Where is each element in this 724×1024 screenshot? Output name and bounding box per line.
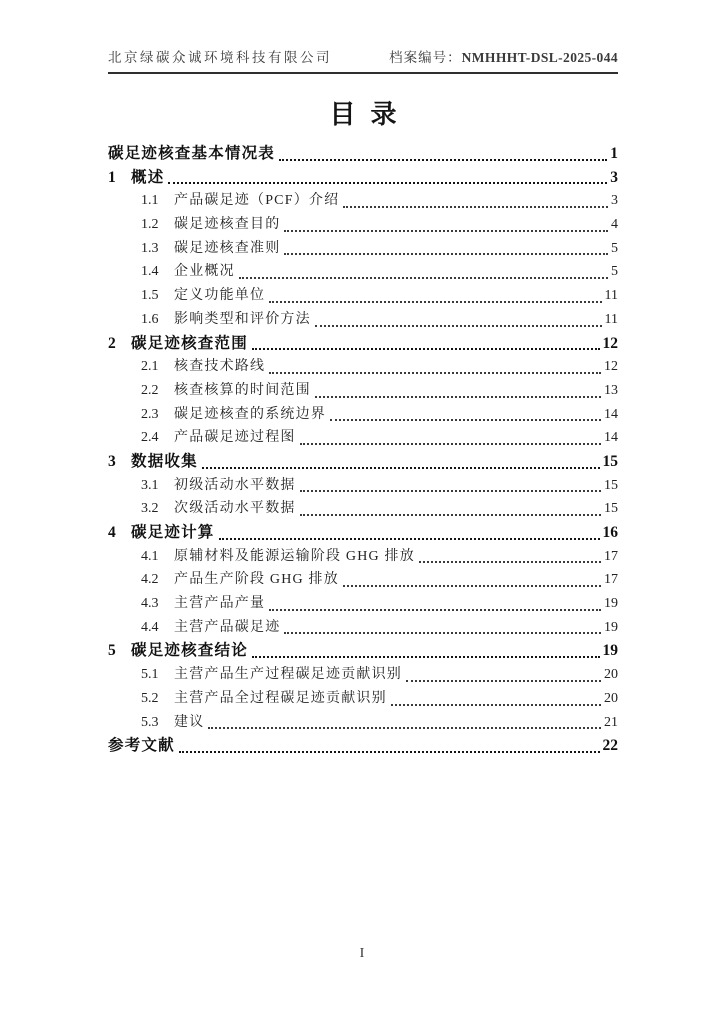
toc-entry — [108, 403, 618, 427]
toc-entry-label: 原辅材料及能源运输阶段 GHG 排放 — [174, 548, 415, 564]
toc-leader-dots — [239, 277, 608, 279]
toc-entry — [108, 142, 618, 166]
toc-entry-number: 2.1 — [141, 359, 159, 375]
toc-entry — [108, 545, 618, 569]
toc-entry — [108, 237, 618, 261]
toc-entry-label: 次级活动水平数据 — [174, 501, 296, 517]
archive-number-value: NMHHHT-DSL-2025-044 — [461, 50, 618, 65]
toc-entry — [108, 592, 618, 616]
toc-entry — [108, 639, 618, 663]
toc-leader-dots — [202, 467, 600, 469]
toc-entry-number: 3.2 — [141, 501, 159, 517]
toc-leader-dots — [168, 182, 607, 184]
toc-entry-label: 产品碳足迹（PCF）介绍 — [174, 193, 340, 209]
toc-entry-label: 主营产品全过程碳足迹贡献识别 — [174, 690, 387, 706]
toc-entry-label: 企业概况 — [174, 264, 235, 280]
toc-leader-dots — [330, 419, 601, 421]
toc-entry — [108, 284, 618, 308]
toc-entry-number: 5.3 — [141, 714, 159, 730]
toc-entry-page: 12 — [604, 359, 618, 375]
toc-entry-label: 核查核算的时间范围 — [174, 382, 311, 398]
toc-leader-dots — [252, 348, 600, 350]
toc-entry-label: 概述 — [131, 168, 165, 186]
toc-entry-label: 核查技术路线 — [174, 359, 266, 375]
toc-entry-label: 碳足迹核查目的 — [174, 217, 281, 233]
toc-entry-label: 产品生产阶段 GHG 排放 — [174, 572, 339, 588]
toc-entry-label: 碳足迹计算 — [131, 524, 215, 541]
toc-leader-dots — [343, 206, 608, 208]
toc-entry — [108, 497, 618, 521]
toc-entry-label: 碳足迹核查结论 — [131, 642, 248, 660]
toc-entry-number: 4.1 — [141, 548, 159, 564]
toc-entry-page: 3 — [611, 193, 618, 209]
toc-entry-label: 定义功能单位 — [174, 288, 266, 304]
toc-entry-page: 20 — [604, 667, 618, 683]
toc-leader-dots — [300, 490, 601, 492]
toc-entry-page: 12 — [602, 334, 618, 352]
toc-entry-number: 2.3 — [141, 406, 159, 422]
toc-entry — [108, 711, 618, 735]
toc-entry — [108, 260, 618, 284]
toc-entry-number: 1.3 — [141, 240, 159, 256]
toc-entry-number: 1.4 — [141, 264, 159, 280]
toc-entry-page: 14 — [604, 406, 618, 422]
toc-entry-page: 15 — [602, 452, 618, 470]
toc-entry — [108, 734, 618, 758]
archive-number-label: 档案编号： — [389, 50, 462, 65]
toc-leader-dots — [284, 253, 608, 255]
toc-entry — [108, 213, 618, 237]
toc-entry-page: 17 — [604, 572, 618, 588]
toc-entry-number: 2 — [108, 334, 116, 352]
toc-entry-page: 5 — [611, 264, 618, 280]
toc-leader-dots — [419, 561, 601, 563]
toc-entry-number: 3.1 — [141, 477, 159, 493]
toc-entry-number: 4.2 — [141, 572, 159, 588]
toc-leader-dots — [279, 159, 607, 161]
toc-entry-page: 15 — [604, 501, 618, 517]
table-of-contents — [108, 142, 618, 758]
toc-entry-page: 17 — [604, 548, 618, 564]
toc-entry-page: 19 — [602, 642, 618, 660]
toc-entry-label: 数据收集 — [131, 452, 198, 470]
toc-leader-dots — [208, 727, 601, 729]
toc-entry-number: 3 — [108, 452, 116, 470]
toc-entry-number: 4 — [108, 524, 116, 541]
toc-entry-number: 1.6 — [141, 311, 159, 327]
toc-entry — [108, 379, 618, 403]
toc-leader-dots — [179, 751, 600, 753]
toc-leader-dots — [343, 585, 601, 587]
toc-leader-dots — [406, 680, 601, 682]
toc-entry-page: 3 — [610, 168, 618, 186]
toc-entry — [108, 166, 618, 190]
toc-entry-number: 1.2 — [141, 217, 159, 233]
toc-leader-dots — [284, 230, 608, 232]
toc-entry-number: 2.2 — [141, 382, 159, 398]
toc-entry — [108, 308, 618, 332]
toc-entry-number: 2.4 — [141, 430, 159, 446]
toc-entry-page: 21 — [604, 714, 618, 730]
toc-entry — [108, 450, 618, 474]
toc-entry-label: 参考文献 — [108, 737, 175, 755]
toc-entry-page: 1 — [610, 145, 618, 162]
toc-entry-number: 4.4 — [141, 619, 159, 635]
toc-leader-dots — [300, 443, 601, 445]
toc-leader-dots — [269, 372, 601, 374]
toc-entry — [108, 687, 618, 711]
toc-entry-page: 19 — [604, 596, 618, 612]
toc-entry — [108, 189, 618, 213]
archive-number — [389, 46, 618, 66]
toc-entry-label: 主营产品产量 — [174, 596, 266, 612]
toc-entry-number: 1.1 — [141, 193, 159, 209]
toc-entry — [108, 663, 618, 687]
toc-leader-dots — [219, 538, 600, 540]
toc-entry-number: 5.1 — [141, 667, 159, 683]
toc-entry-page: 16 — [602, 524, 618, 541]
footer-page-number: I — [359, 946, 365, 961]
toc-entry-page: 4 — [611, 217, 618, 233]
toc-leader-dots — [269, 301, 601, 303]
toc-entry-page: 11 — [604, 288, 618, 304]
toc-entry-label: 主营产品碳足迹 — [174, 619, 281, 635]
toc-entry-number: 5 — [108, 642, 116, 660]
toc-leader-dots — [391, 704, 601, 706]
toc-entry — [108, 332, 618, 356]
toc-entry-label: 建议 — [174, 714, 205, 730]
toc-entry-number: 1 — [108, 168, 116, 186]
page-header — [108, 46, 618, 74]
toc-entry — [108, 568, 618, 592]
toc-leader-dots — [252, 656, 600, 658]
toc-entry-page: 14 — [604, 430, 618, 446]
toc-entry-number: 5.2 — [141, 690, 159, 706]
toc-entry-label: 碳足迹核查准则 — [174, 240, 281, 256]
toc-entry — [108, 474, 618, 498]
toc-leader-dots — [284, 632, 601, 634]
toc-entry-number: 1.5 — [141, 288, 159, 304]
toc-leader-dots — [315, 396, 601, 398]
toc-entry-label: 产品碳足迹过程图 — [174, 430, 296, 446]
toc-entry-page: 11 — [604, 311, 618, 327]
company-name: 北京绿碳众诚环境科技有限公司 — [108, 50, 332, 65]
toc-entry-page: 19 — [604, 619, 618, 635]
toc-entry-label: 碳足迹核查基本情况表 — [108, 145, 276, 162]
toc-entry-label: 主营产品生产过程碳足迹贡献识别 — [174, 667, 402, 683]
toc-entry — [108, 426, 618, 450]
toc-leader-dots — [300, 514, 601, 516]
toc-leader-dots — [269, 609, 601, 611]
toc-entry — [108, 521, 618, 545]
toc-entry-label: 初级活动水平数据 — [174, 477, 296, 493]
toc-entry-number: 4.3 — [141, 596, 159, 612]
toc-entry-page: 20 — [604, 690, 618, 706]
toc-entry-page: 15 — [604, 477, 618, 493]
page-title: 目录 — [329, 100, 412, 129]
toc-entry-label: 影响类型和评价方法 — [174, 311, 311, 327]
toc-entry-page: 13 — [604, 382, 618, 398]
toc-leader-dots — [315, 325, 602, 327]
toc-entry-page: 22 — [602, 737, 618, 755]
toc-entry — [108, 355, 618, 379]
toc-entry-page: 5 — [611, 240, 618, 256]
toc-entry-label: 碳足迹核查的系统边界 — [174, 406, 326, 422]
toc-entry — [108, 616, 618, 640]
toc-entry-label: 碳足迹核查范围 — [131, 334, 248, 352]
